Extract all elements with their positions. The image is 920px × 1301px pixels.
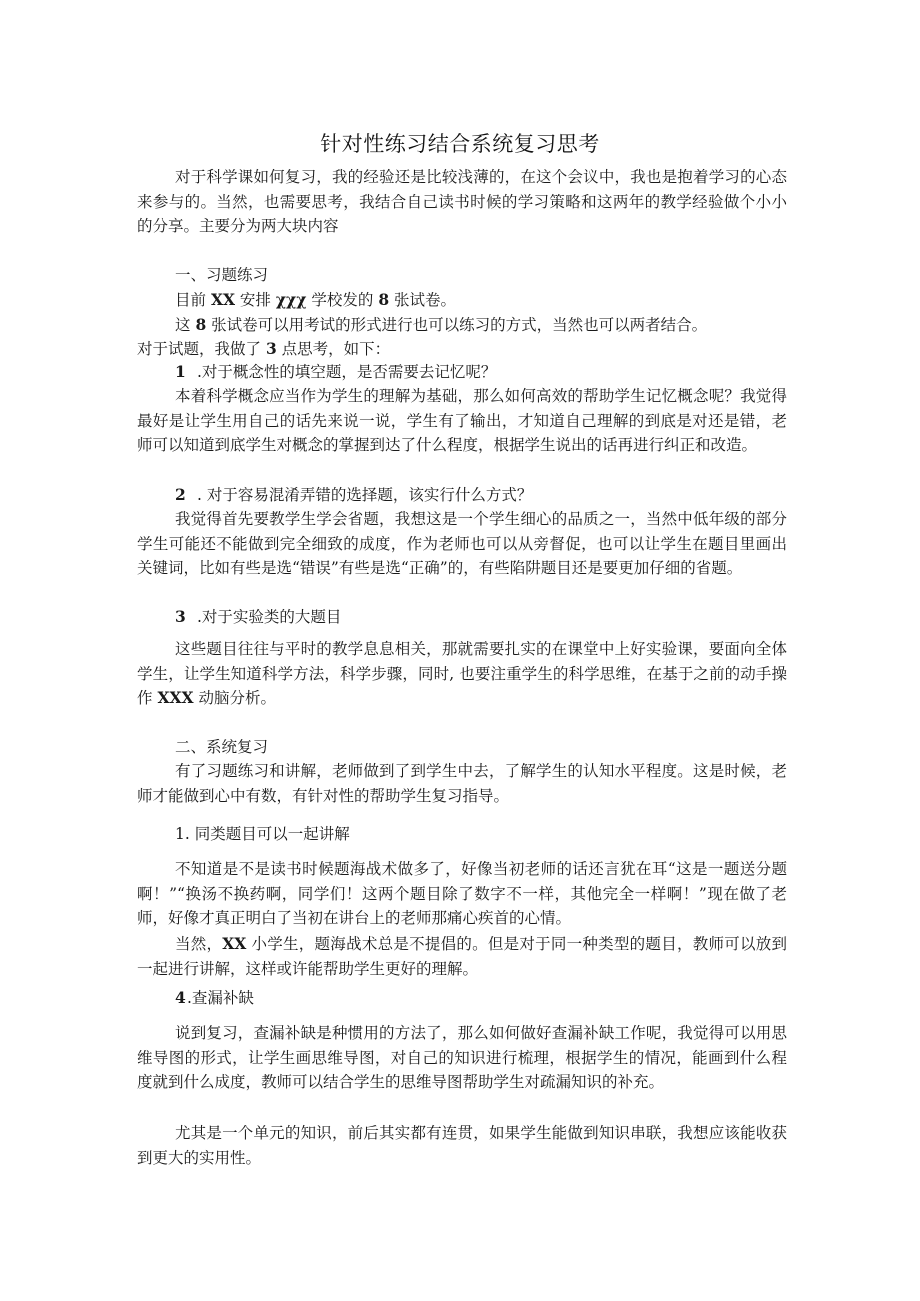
item-1-body: 不知道是不是读书时候题海战术做多了，好像当初老师的话还言犹在耳“这是一题送分题啊！”“换汤不换药啊，同学们！这两个题目除了数字不一样，其他完全一样啊！”现在做了老师，好像才真正明白了当初在讲台上的老师那痛心疾首的心情。	[137, 860, 787, 927]
text-span: 张试卷可以用考试的形式进行也可以练习的方式，当然也可以两者结合。	[206, 316, 708, 334]
item-4-heading	[175, 986, 254, 1011]
text-span: 对于试题，我做了	[137, 340, 266, 358]
text-span: 当然，	[175, 935, 223, 953]
placeholder-xxx: χχχ	[275, 290, 307, 309]
question-text: . 对于容易混淆弄错的选择题，该实行什么方式？	[197, 486, 533, 504]
placeholder-xxx: XXX	[157, 688, 194, 707]
question-number: 3	[175, 607, 186, 626]
question-3-heading	[175, 605, 341, 630]
item-4-body: 说到复习，查漏补缺是种惯用的方法了，那么如何做好查漏补缺工作呢，我觉得可以用思维导图的形式，让学生画思维导图，对自己的知识进行梳理，根据学生的情况，能画到什么程度就到什么成度，教师可以结合学生的思维导图帮助学生对疏漏知识的补充。	[137, 1024, 787, 1091]
text-span: 安排	[235, 291, 276, 309]
number-3: 3	[265, 339, 277, 358]
section1-line2	[175, 313, 707, 338]
question-2-heading	[175, 483, 532, 508]
section1-heading: 一、习题练习	[175, 266, 269, 284]
text-span: 学校发的	[306, 291, 379, 309]
question-3-body	[137, 637, 787, 711]
number-8: 8	[195, 315, 207, 334]
question-1-heading	[175, 360, 496, 385]
question-2-body: 我觉得首先要教学生学会省题，我想这是一个学生细心的品质之一，当然中低年级的部分学生可能还不能做到完全细致的成度，作为老师也可以从旁督促，也可以让学生在题目里画出关键词，比如有些是选“错误”有些是选“正确”的，有些陷阱题目还是要更加仔细的省题。	[137, 510, 787, 577]
number-8: 8	[378, 290, 390, 309]
section2-heading: 二、系统复习	[175, 738, 269, 756]
text-span: 张试卷。	[389, 291, 457, 309]
question-text: .对于概念性的填空题，是否需要去记忆呢？	[197, 363, 497, 381]
item-1-heading: 1. 同类题目可以一起讲解	[175, 825, 350, 843]
question-1-body: 本着科学概念应当作为学生的理解为基础，那么如何高效的帮助学生记忆概念呢？我觉得最好是让学生用自己的话先来说一说，学生有了输出，才知道自己理解的到底是对还是错，老师可以知道到底学生对概念的掌握到达了什么程度，根据学生说出的话再进行纠正和改造。	[137, 387, 787, 454]
item-text: .查漏补缺	[187, 989, 254, 1007]
text-span: 目前	[175, 291, 211, 309]
text-span: 点思考，如下：	[276, 340, 391, 358]
text-span: 这	[175, 316, 196, 334]
item-1-body-2	[137, 932, 787, 981]
section1-line3	[137, 337, 390, 362]
question-text: .对于实验类的大题目	[197, 608, 342, 626]
section2-intro: 有了习题练习和讲解，老师做到了到学生中去，了解学生的认知水平程度。这是时候，老师才能做到心中有数，有针对性的帮助学生复习指导。	[137, 762, 787, 805]
text-span: 这些题目往往与平时的教学息息相关，那就需要扎实的在课堂中上好实验课，要面向全体学生，让学生知道科学方法，科学步骤，同时, 也要注重学生的科学思维，在基于之前的动手操作	[137, 640, 787, 707]
intro-paragraph: 对于科学课如何复习，我的经验还是比较浅薄的，在这个会议中，我也是抱着学习的心态来参与的。当然，也需要思考，我结合自己读书时候的学习策略和这两年的教学经验做个小小的分享。主要分为两大块内容	[137, 168, 787, 235]
placeholder-xx: XX	[222, 934, 247, 953]
text-span: 小学生，题海战术总是不提倡的。但是对于同一种类型的题目，教师可以放到一起进行讲解，这样或许能帮助学生更好的理解。	[137, 935, 787, 978]
question-number: 1	[175, 362, 186, 381]
placeholder-xx: XX	[210, 290, 235, 309]
question-number: 2	[175, 485, 186, 504]
section1-line1	[175, 288, 456, 313]
item-number: 4	[175, 988, 186, 1007]
text-span: 动脑分析。	[193, 689, 276, 707]
document-title: 针对性练习结合系统复习思考	[320, 132, 600, 156]
item-4-body-2: 尤其是一个单元的知识，前后其实都有连贯，如果学生能做到知识串联，我想应该能收获到更大的实用性。	[137, 1124, 787, 1167]
